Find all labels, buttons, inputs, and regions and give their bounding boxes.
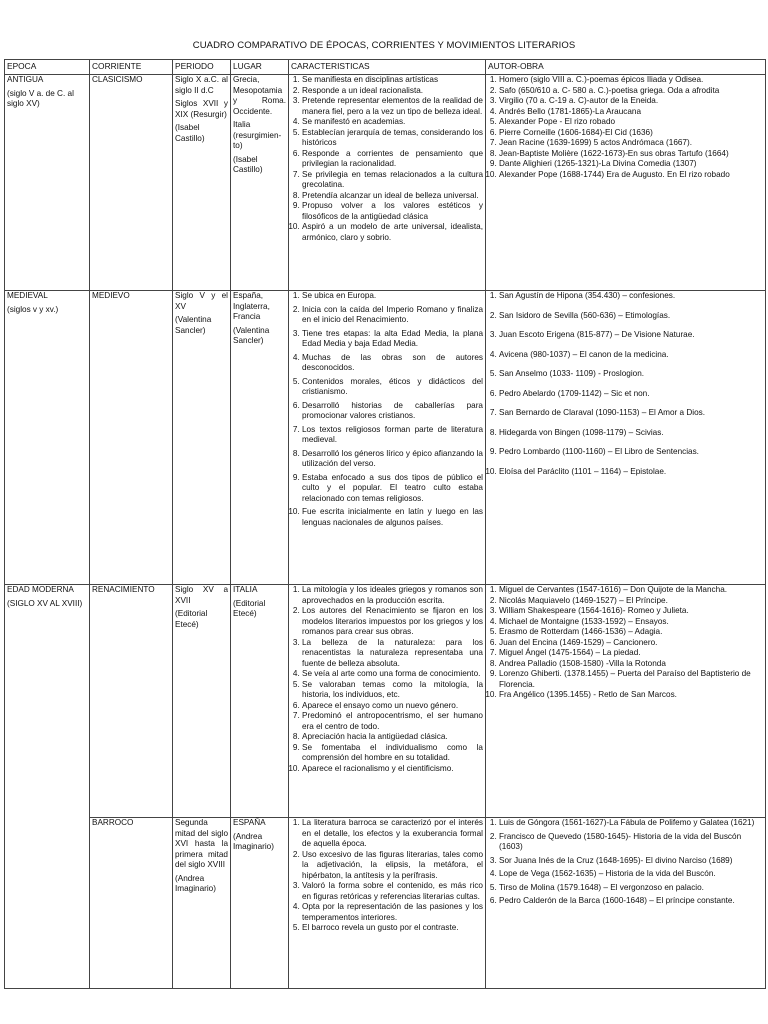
- list-item: 5. Tirso de Molina (1579.1648) – El vergonzoso en palacio.: [499, 883, 763, 894]
- list-item: 3. Juan Escoto Erigena (815-877) – De Visione Naturae.: [499, 330, 763, 341]
- list-item: 5. Se valoraban temas como la mitología, la historia, los individuos, etc.: [302, 680, 483, 701]
- list-item: 4. Avicena (980-1037) – El canon de la medicina.: [499, 350, 763, 361]
- epoca-range: (siglo V a. de C. al siglo XV): [7, 88, 74, 108]
- lugar-text: ITALIA: [233, 585, 258, 594]
- list-item: 2. Responde a un ideal racionalista.: [302, 86, 483, 97]
- caracteristicas-list: [291, 818, 483, 934]
- periodo-cell: [173, 75, 231, 291]
- list-item: 2. Los autores del Renacimiento se fijaron en los modelos literarios impuestos por los griegos y los romanos para crear sus obras.: [302, 606, 483, 638]
- autor-obra-cell: [486, 818, 766, 989]
- table-row: [5, 818, 766, 989]
- list-item: 2. Safo (650/610 a. C- 580 a. C.)-poetisa griega. Oda a afrodita: [499, 86, 763, 97]
- list-item: 4. Muchas de las obras son de autores desconocidos.: [302, 353, 483, 374]
- lugar-text: Grecia, Mesopotamia y Roma. Occidente.: [233, 75, 286, 116]
- periodo-source: (Andrea Imaginario): [175, 873, 216, 893]
- caracteristicas-cell: [289, 75, 486, 291]
- epoca-name: EDAD MODERNA: [7, 585, 74, 594]
- comparison-table: [4, 59, 766, 989]
- list-item: 10. Fue escrita inicialmente en latín y luego en las lenguas nacionales de algunos países.: [302, 507, 483, 528]
- lugar-text: ESPAÑA: [233, 818, 266, 827]
- lugar-source: (Andrea Imaginario): [233, 831, 274, 851]
- list-item: 6. Pedro Abelardo (1709-1142) – Sic et non.: [499, 389, 763, 400]
- list-item: 4. Se manifestó en academias.: [302, 117, 483, 128]
- periodo-text: Siglo V y el XV: [175, 291, 228, 311]
- list-item: 4. Lope de Vega (1562-1635) – Historia de la vida del Buscón.: [499, 869, 763, 880]
- list-item: 3. Pretende representar elementos de la realidad de manera fiel, pero a la vez un tipo de belleza ideal.: [302, 96, 483, 117]
- list-item: 3. La belleza de la naturaleza: para los renacentistas la naturaleza representaba una fuente de belleza absoluta.: [302, 638, 483, 670]
- list-item: 3. Virgilio (70 a. C-19 a. C)-autor de la Eneida.: [499, 96, 763, 107]
- list-item: 1. La literatura barroca se caracterizó por el interés en el detalle, los efectos y la exuberancia formal de aquella época.: [302, 818, 483, 850]
- list-item: 7. Predominó el antropocentrismo, el ser humano era el centro de todo.: [302, 711, 483, 732]
- header-corriente: CORRIENTE: [90, 60, 173, 75]
- list-item: 9. Estaba enfocado a sus dos tipos de público el culto y el popular. El teatro culto estaba relacionado con temas religiosos.: [302, 473, 483, 505]
- list-item: 8. Apreciación hacia la antigüedad clásica.: [302, 732, 483, 743]
- list-item: 6. Desarrolló historias de caballerías para promocionar valores cristianos.: [302, 401, 483, 422]
- periodo-text: Siglo XV a XVII: [175, 585, 228, 605]
- lugar-text: Italia (resurgimien-to): [233, 120, 282, 150]
- autor-obra-cell: [486, 585, 766, 818]
- list-item: 8. Hidegarda von Bingen (1098-1179) – Scivias.: [499, 428, 763, 439]
- periodo-cell: [173, 291, 231, 585]
- autores-list: [488, 291, 763, 477]
- list-item: 1. Se manifiesta en disciplinas artísticas: [302, 75, 483, 86]
- list-item: 3. Sor Juana Inés de la Cruz (1648-1695)- El divino Narciso (1689): [499, 856, 763, 867]
- epoca-cell: [5, 75, 90, 291]
- caracteristicas-cell: [289, 585, 486, 818]
- lugar-text: España, Inglaterra, Francia: [233, 291, 270, 321]
- list-item: 5. Contenidos morales, éticos y didácticos del cristianismo.: [302, 377, 483, 398]
- table-row: [5, 585, 766, 818]
- periodo-source: (Editorial Etecé): [175, 609, 208, 629]
- list-item: 9. Lorenzo Ghiberti. (1378.1455) – Puerta del Paraíso del Baptisterio de Florencia.: [499, 669, 763, 690]
- caracteristicas-list: [291, 75, 483, 243]
- epoca-range: (SIGLO XV AL XVIII): [7, 598, 83, 608]
- corriente-cell: RENACIMIENTO: [90, 585, 173, 818]
- list-item: 3. Tiene tres etapas: la alta Edad Media, la plana Edad Media y baja Edad Media.: [302, 329, 483, 350]
- epoca-name: ANTIGUA: [7, 75, 44, 84]
- document-title: CUADRO COMPARATIVO DE ÉPOCAS, CORRIENTES Y MOVIMIENTOS LITERARIOS: [192, 40, 576, 51]
- list-item: 3. William Shakespeare (1564-1616)- Romeo y Julieta.: [499, 606, 763, 617]
- list-item: 8. Jean-Baptiste Molière (1622-1673)-En sus obras Tartufo (1664): [499, 149, 763, 160]
- list-item: 1. Miguel de Cervantes (1547-1616) – Don Quijote de la Mancha.: [499, 585, 763, 596]
- list-item: 5. Alexander Pope - El rizo robado: [499, 117, 763, 128]
- periodo-cell: [173, 818, 231, 989]
- list-item: 7. Los textos religiosos forman parte de literatura medieval.: [302, 425, 483, 446]
- list-item: 9. Dante Alighieri (1265-1321)-La Divina Comedia (1307): [499, 159, 763, 170]
- lugar-source: (Valentina Sancler): [233, 325, 270, 345]
- list-item: 6. Pierre Corneille (1606-1684)-El Cid (1636): [499, 128, 763, 139]
- list-item: 4. Andrés Bello (1781-1865)-La Araucana: [499, 107, 763, 118]
- list-item: 6. Responde a corrientes de pensamiento que privilegian la racionalidad.: [302, 149, 483, 170]
- autores-list: [488, 818, 763, 907]
- list-item: 10. Aparece el racionalismo y el cientificismo.: [302, 764, 483, 775]
- lugar-cell: [231, 818, 289, 989]
- corriente-cell: MEDIEVO: [90, 291, 173, 585]
- list-item: 9. Se fomentaba el individualismo como la comprensión del hombre en su totalidad.: [302, 743, 483, 764]
- header-autor-obra: AUTOR-OBRA: [486, 60, 766, 75]
- list-item: 6. Juan del Encina (1469-1529) – Cancionero.: [499, 638, 763, 649]
- list-item: 10. Alexander Pope (1688-1744) Era de Augusto. En El rizo robado: [499, 170, 763, 181]
- autor-obra-cell: [486, 75, 766, 291]
- periodo-text: Siglo X a.C. al siglo II d.C: [175, 75, 228, 95]
- list-item: 7. Se privilegia en temas relacionados a la cultura grecolatina.: [302, 170, 483, 191]
- autor-obra-cell: [486, 291, 766, 585]
- periodo-text: Siglos XVII y XIX (Resurgir): [175, 99, 228, 119]
- periodo-source: (Isabel Castillo): [175, 123, 205, 143]
- lugar-source: (Editorial Etecé): [233, 598, 266, 618]
- autores-list: [488, 75, 763, 180]
- list-item: 2. Nicolás Maquiavelo (1469-1527) – El Príncipe.: [499, 596, 763, 607]
- list-item: 6. Aparece el ensayo como un nuevo género.: [302, 701, 483, 712]
- periodo-text: Segunda mitad del siglo XVI hasta la primera mitad del siglo XVIII: [175, 818, 228, 869]
- table-row: [5, 75, 766, 291]
- list-item: 5. El barroco revela un gusto por el contraste.: [302, 923, 483, 934]
- list-item: 10. Eloísa del Paráclito (1101 – 1164) – Epistolae.: [499, 467, 763, 478]
- header-periodo: PERIODO: [173, 60, 231, 75]
- corriente-cell: BARROCO: [90, 818, 173, 989]
- list-item: 5. Erasmo de Rotterdam (1466-1536) – Adagia.: [499, 627, 763, 638]
- list-item: 9. Pedro Lombardo (1100-1160) – El Libro de Sentencias.: [499, 447, 763, 458]
- table-row: [5, 291, 766, 585]
- list-item: 7. Jean Racine (1639-1699) 5 actos Andrómaca (1667).: [499, 138, 763, 149]
- list-item: 2. San Isidoro de Sevilla (560-636) – Etimologías.: [499, 311, 763, 322]
- list-item: 2. Francisco de Quevedo (1580-1645)- Historia de la vida del Buscón (1603): [499, 832, 763, 853]
- list-item: 7. Miguel Ángel (1475-1564) – La piedad.: [499, 648, 763, 659]
- list-item: 1. Homero (siglo VIII a. C.)-poemas épicos Iliada y Odisea.: [499, 75, 763, 86]
- list-item: 2. Uso excesivo de las figuras literarias, tales como la adjetivación, la elipsis, la metáfora, el hipérbaton, la antítesis y la perífrasis.: [302, 850, 483, 882]
- header-row: [5, 60, 766, 75]
- lugar-cell: [231, 585, 289, 818]
- list-item: 10. Aspiró a un modelo de arte universal, idealista, armónico, claro y sobrio.: [302, 222, 483, 243]
- list-item: 8. Andrea Palladio (1508-1580) -Villa la Rotonda: [499, 659, 763, 670]
- list-item: 4. Se veía al arte como una forma de conocimiento.: [302, 669, 483, 680]
- epoca-range: (siglos v y xv.): [7, 304, 59, 314]
- list-item: 2. Inicia con la caída del Imperio Romano y finaliza en el inicio del Renacimiento.: [302, 305, 483, 326]
- header-lugar: LUGAR: [231, 60, 289, 75]
- caracteristicas-cell: [289, 818, 486, 989]
- list-item: 4. Michael de Montaigne (1533-1592) – Ensayos.: [499, 617, 763, 628]
- list-item: 3. Valoró la forma sobre el contenido, es más rico en figuras retóricas y referencias literarias cultas.: [302, 881, 483, 902]
- autores-list: [488, 585, 763, 701]
- periodo-cell: [173, 585, 231, 818]
- header-epoca: EPOCA: [5, 60, 90, 75]
- list-item: 4. Opta por la representación de las pasiones y los temperamentos interiores.: [302, 902, 483, 923]
- lugar-source: (Isabel Castillo): [233, 154, 263, 174]
- corriente-cell: CLASICISMO: [90, 75, 173, 291]
- list-item: 6. Pedro Calderón de la Barca (1600-1648) – El príncipe constante.: [499, 896, 763, 907]
- list-item: 7. San Bernardo de Claraval (1090-1153) – El Amor a Dios.: [499, 408, 763, 419]
- list-item: 9. Propuso volver a los valores estéticos y filosóficos de la antigüedad clásica: [302, 201, 483, 222]
- epoca-cell: [5, 585, 90, 989]
- caracteristicas-list: [291, 585, 483, 774]
- lugar-cell: [231, 291, 289, 585]
- list-item: 1. La mitología y los ideales griegos y romanos son aprovechados en la producción escrita.: [302, 585, 483, 606]
- list-item: 5. San Anselmo (1033- 1109) - Proslogion.: [499, 369, 763, 380]
- list-item: 5. Establecían jerarquía de temas, considerando los históricos: [302, 128, 483, 149]
- list-item: 1. Luis de Góngora (1561-1627)-La Fábula de Polifemo y Galatea (1621): [499, 818, 763, 829]
- list-item: 8. Desarrolló los géneros lírico y épico afianzando la utilización del verso.: [302, 449, 483, 470]
- lugar-cell: [231, 75, 289, 291]
- epoca-cell: [5, 291, 90, 585]
- list-item: 10. Fra Angélico (1395.1455) - Retlo de San Marcos.: [499, 690, 763, 701]
- epoca-name: MEDIEVAL: [7, 291, 48, 300]
- list-item: 1. San Agustín de Hipona (354.430) – confesiones.: [499, 291, 763, 302]
- periodo-source: (Valentina Sancler): [175, 315, 212, 335]
- header-caracteristicas: CARACTERISTICAS: [289, 60, 486, 75]
- list-item: 8. Pretendía alcanzar un ideal de belleza universal.: [302, 191, 483, 202]
- list-item: 1. Se ubica en Europa.: [302, 291, 483, 302]
- caracteristicas-cell: [289, 291, 486, 585]
- caracteristicas-list: [291, 291, 483, 528]
